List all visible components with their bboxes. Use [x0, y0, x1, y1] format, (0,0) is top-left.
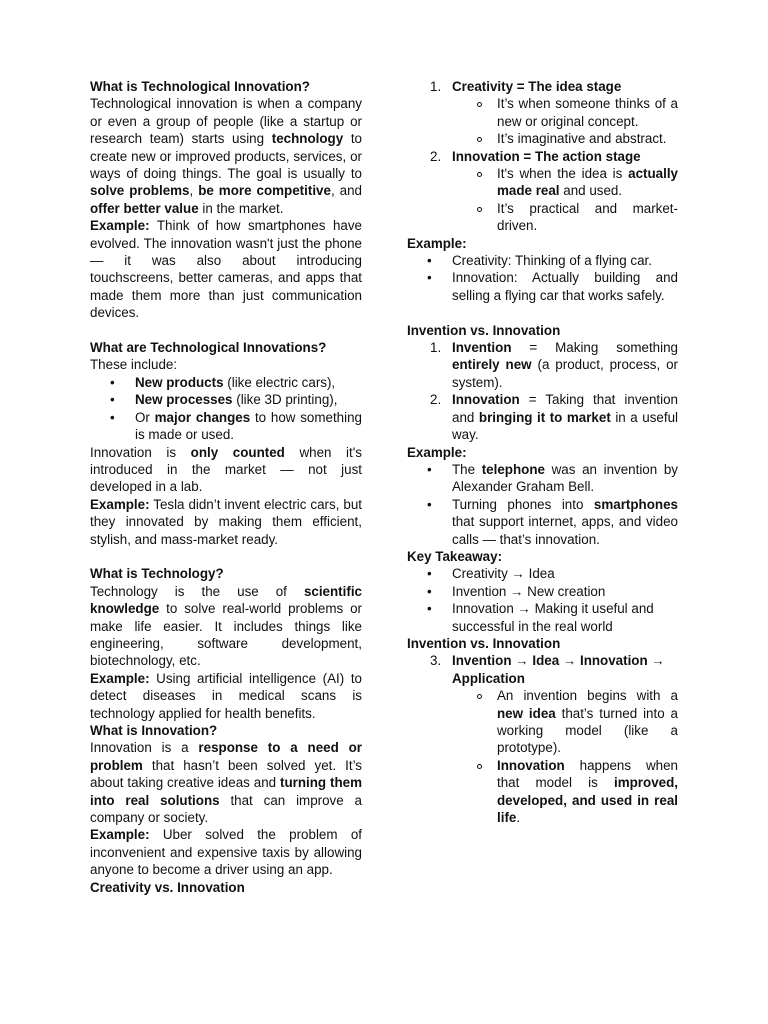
heading-creativity-vs-innovation: Creativity vs. Innovation	[90, 879, 245, 895]
list-item: • Turning phones into smartphones that support internet, apps, and video calls — that’s innovation.	[407, 496, 678, 548]
list-item: 1. Invention = Making something entirely new (a product, process, or system).	[430, 340, 678, 390]
sub-item: It’s practical and market-driven.	[452, 200, 678, 235]
these-include-label: These include:	[90, 357, 178, 373]
heading-invention-vs-innovation: Invention vs. Innovation	[407, 322, 561, 338]
example-label: Example:	[407, 444, 467, 460]
list-item: 3. Invention → Idea → Innovation → Application An invention begins with a new idea that’s turned into a working model (like a prototype). Innovation happens when that model is improved, developed, and used in real life.	[430, 653, 678, 826]
right-column	[407, 78, 678, 826]
application-list	[407, 652, 678, 826]
heading-invention-vs-innovation-2: Invention vs. Innovation	[407, 635, 561, 651]
list-item: • Or major changes to how something is made or used.	[90, 409, 362, 444]
heading-what-is-technological-innovation: What is Technological Innovation?	[90, 79, 310, 94]
heading-what-are-technological-innovations: What are Technological Innovations?	[90, 340, 327, 356]
list-item: • Innovation: Actually building and selling a flying car that works safely.	[407, 269, 678, 304]
sub-item: An invention begins with a new idea that’s turned into a working model (like a prototype).	[452, 687, 678, 757]
heading-what-is-technology: What is Technology?	[90, 566, 224, 582]
innovation-types-list	[90, 374, 362, 444]
list-item: 2. Innovation = The action stage It's when the idea is actually made real and used. It’s practical and market-driven.	[430, 148, 678, 234]
sub-item: Innovation happens when that model is improved, developed, and used in real life.	[452, 757, 678, 827]
key-takeaway-list	[407, 565, 678, 635]
creativity-innovation-list	[407, 78, 678, 235]
flying-car-list	[407, 252, 678, 304]
sub-item: It’s when someone thinks of a new or original concept.	[452, 95, 678, 130]
paragraph-innovation: Innovation is a response to a need or problem that hasn’t been solved yet. It’s about taking creative ideas and turning them into real solutions that can improve a company or society.	[90, 740, 362, 826]
list-item: • The telephone was an invention by Alexander Graham Bell.	[407, 461, 678, 496]
heading-what-is-innovation: What is Innovation?	[90, 723, 218, 738]
list-item: • Creativity → Idea	[407, 565, 678, 582]
sub-item: It's when the idea is actually made real and used.	[452, 165, 678, 200]
list-item: • Creativity: Thinking of a flying car.	[407, 252, 678, 269]
example-uber: Example: Uber solved the problem of inconvenient and expensive taxis by allowing anyone to become a driver using an app.	[90, 827, 362, 878]
list-item: • New processes (like 3D printing),	[90, 391, 362, 408]
list-item: • New products (like electric cars),	[90, 374, 362, 391]
example-tesla: Example: Tesla didn’t invent electric cars, but they innovated by making them efficient, stylish, and mass-market ready.	[90, 496, 362, 547]
paragraph-only-counted: Innovation is only counted when it's introduced in the market — not just developed in a lab.	[90, 444, 363, 495]
heading-key-takeaway: Key Takeaway:	[407, 548, 503, 564]
sub-item: It’s imaginative and abstract.	[452, 130, 678, 147]
list-item: • Invention → New creation	[407, 583, 678, 600]
telephone-list	[407, 461, 678, 548]
paragraph-technology: Technology is the use of scientific knowledge to solve real-world problems or make life easier. It includes things like engineering, software development, biotechnology, etc.	[90, 583, 362, 669]
invention-innovation-list	[407, 339, 678, 443]
list-item: • Innovation → Making it useful and successful in the real world	[407, 600, 678, 635]
list-item: 1. Creativity = The idea stage It’s when someone thinks of a new or original concept. It’s imaginative and abstract.	[430, 79, 678, 147]
example-smartphones: Example: Think of how smartphones have evolved. The innovation wasn't just the phone — it was also about introducing touchscreens, better cameras, and apps that made them more than just communication devices.	[90, 218, 362, 321]
left-column	[90, 78, 362, 896]
example-label: Example:	[407, 235, 467, 251]
paragraph-technological-innovation: Technological innovation is when a company or even a group of people (like a startup or research team) starts using technology to create new or improved products, services, or ways of doing things. The goal is usually to solve problems, be more competitive, and offer better value in the market.	[90, 96, 362, 216]
example-ai: Example: Using artificial intelligence (AI) to detect diseases in medical scans is technology applied for health benefits.	[90, 670, 362, 721]
list-item: 2. Innovation = Taking that invention and bringing it to market in a useful way.	[430, 392, 679, 443]
